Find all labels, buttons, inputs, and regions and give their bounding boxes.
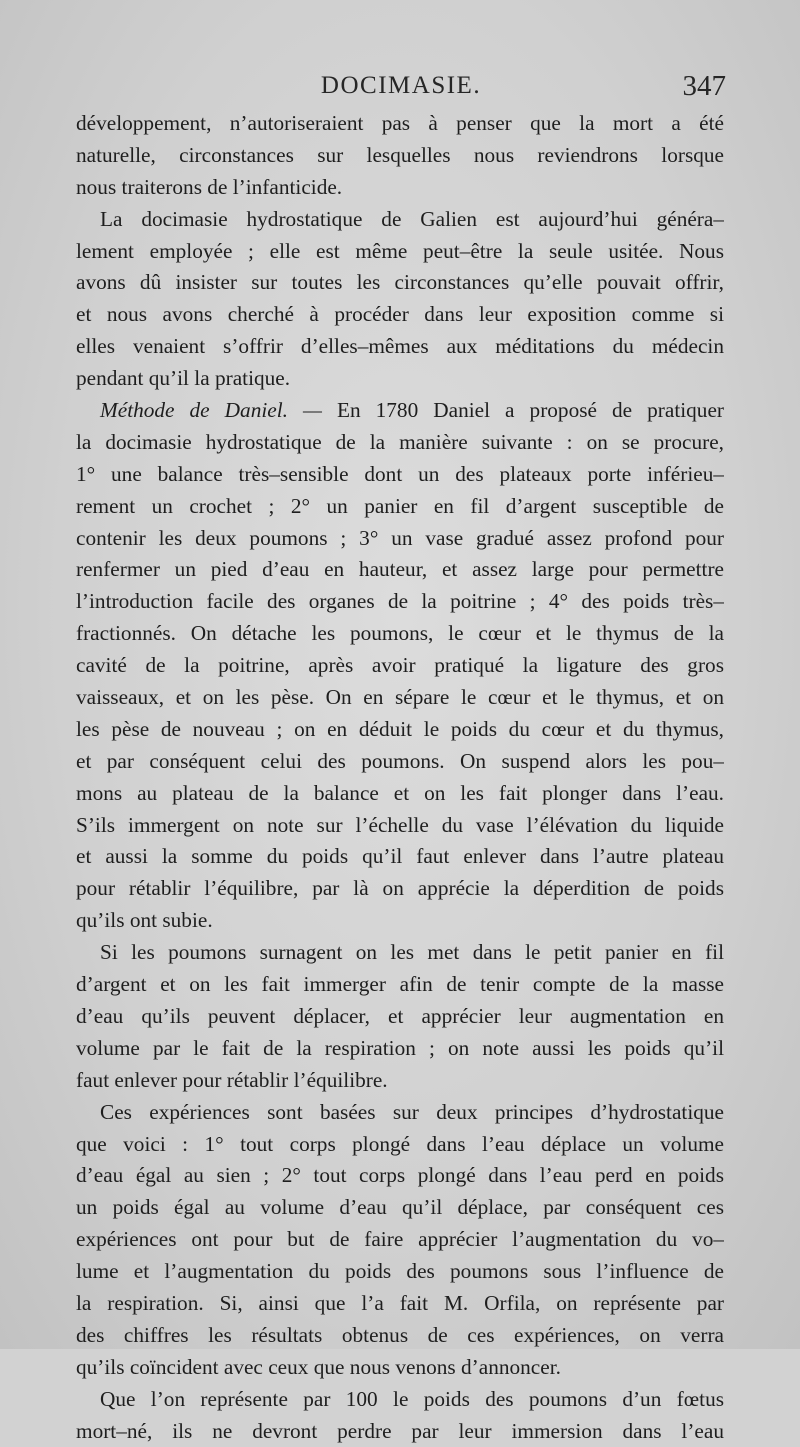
text-line: la docimasie hydrostatique de la manière suivante : on se procure, xyxy=(76,429,724,454)
text-line: vaisseaux, et on les pèse. On en sépare le cœur et le thymus, et on xyxy=(76,685,724,710)
text-line: 1° une balance très–sensible dont un des plateaux porte inférieu– xyxy=(76,461,724,486)
text-line: qu’ils coïncident avec ceux que nous venons d’annoncer. xyxy=(76,1354,561,1379)
text-line: et aussi la somme du poids qu’il faut enlever dans l’autre plateau xyxy=(76,844,724,869)
method-heading-line xyxy=(76,395,724,427)
text-line: d’argent et on les fait immerger afin de tenir compte de la masse xyxy=(76,972,724,997)
text-line: et nous avons cherché à procéder dans leur exposition comme si xyxy=(76,302,724,327)
text-line: nous traiterons de l’infanticide. xyxy=(76,174,343,199)
text-line: qu’ils ont subie. xyxy=(76,908,213,933)
text-line-rest: En 1780 Daniel a proposé de pratiquer xyxy=(336,398,724,423)
text-line: que voici : 1° tout corps plongé dans l’eau déplace un volume xyxy=(76,1131,724,1156)
text-line: pendant qu’il la pratique. xyxy=(76,366,291,391)
text-line: l’introduction facile des organes de la poitrine ; 4° des poids très– xyxy=(76,589,724,614)
text-line: lume et l’augmentation du poids des poumons sous l’influence de xyxy=(76,1259,724,1284)
text-line: La docimasie hydrostatique de Galien est aujourd’hui généra– xyxy=(100,206,724,231)
text-line: faut enlever pour rétablir l’équilibre. xyxy=(76,1067,388,1092)
text-line: la respiration. Si, ainsi que l’a fait M. Orfila, on représente par xyxy=(76,1290,724,1315)
text-line: des chiffres les résultats obtenus de ces expériences, on verra xyxy=(76,1322,724,1347)
text-line: Si les poumons surnagent on les met dans le petit panier en fil xyxy=(100,940,724,965)
text-line: avons dû insister sur toutes les circonstances qu’elle pouvait offrir, xyxy=(76,270,724,295)
running-title: DOCIMASIE. xyxy=(320,72,482,99)
text-line: les pèse de nouveau ; on en déduit le poids du cœur et du thymus, xyxy=(76,716,724,741)
text-line: expériences ont pour but de faire apprécier l’augmentation du vo– xyxy=(76,1227,724,1252)
text-line: développement, n’autoriseraient pas à penser que la mort a été xyxy=(76,111,724,135)
method-heading: Méthode de Daniel. — xyxy=(100,398,322,423)
page-header xyxy=(76,68,726,104)
text-line: volume par le fait de la respiration ; on note aussi les poids qu’il xyxy=(76,1035,724,1060)
text-line: Ces expériences sont basées sur deux principes d’hydrostatique xyxy=(100,1099,724,1124)
text-line: renfermer un pied d’eau en hauteur, et assez large pour permettre xyxy=(76,557,724,582)
text-line: d’eau égal au sien ; 2° tout corps plongé dans l’eau perd en poids xyxy=(76,1163,724,1188)
text-line: d’eau qu’ils peuvent déplacer, et apprécier leur augmentation en xyxy=(76,1003,724,1028)
text-line: et par conséquent celui des poumons. On suspend alors les pou– xyxy=(76,748,724,773)
text-line: mons au plateau de la balance et on les fait plonger dans l’eau. xyxy=(76,780,724,805)
text-line: contenir les deux poumons ; 3° un vase gradué assez profond pour xyxy=(76,525,724,550)
text-line: elles venaient s’offrir d’elles–mêmes aux méditations du médecin xyxy=(76,334,724,359)
text-line: naturelle, circonstances sur lesquelles nous reviendrons lorsque xyxy=(76,142,724,167)
text-line: rement un crochet ; 2° un panier en fil d’argent susceptible de xyxy=(76,493,724,518)
text-line: S’ils immergent on note sur l’échelle du vase l’élévation du liquide xyxy=(76,812,724,837)
text-line: mort–né, ils ne devront perdre par leur immersion dans l’eau xyxy=(76,1418,724,1443)
text-line: lement employée ; elle est même peut–être la seule usitée. Nous xyxy=(76,238,724,263)
text-line: pour rétablir l’équilibre, par là on apprécie la déperdition de poids xyxy=(76,876,724,901)
text-line: un poids égal au volume d’eau qu’il déplace, par conséquent ces xyxy=(76,1195,724,1220)
body-text xyxy=(76,108,724,1447)
text-line: Que l’on représente par 100 le poids des poumons d’un fœtus xyxy=(100,1386,724,1411)
page-number: 347 xyxy=(682,70,726,102)
text-line: fractionnés. On détache les poumons, le cœur et le thymus de la xyxy=(76,621,724,646)
text-line: cavité de la poitrine, après avoir pratiqué la ligature des gros xyxy=(76,653,724,678)
